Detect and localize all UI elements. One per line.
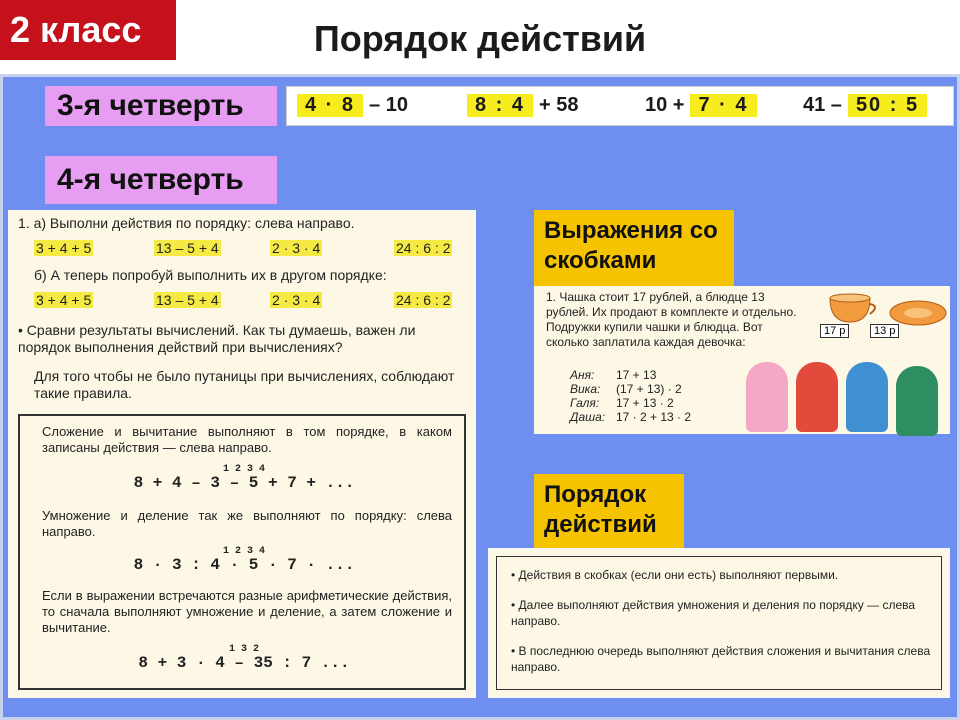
row2-expr-1: 3 + 4 + 5: [36, 292, 92, 308]
cup-price-tag: 17 р: [820, 324, 849, 338]
order-rule-3: • В последнюю очередь выполняют действия сложения и вычитания слева направо.: [511, 644, 931, 674]
rule-2-indices: 1 2 3 4: [222, 546, 265, 557]
task-b: б) А теперь попробуй выполнить их в другом порядке:: [34, 267, 387, 283]
row1-expr-3: 2 · 3 · 4: [272, 240, 321, 256]
rule-1: Сложение и вычитание выполняют в том порядке, в каком записаны действия — слева направо.: [42, 424, 452, 455]
list-item: Галя: 17 + 13 · 2: [570, 396, 674, 410]
rule-2-example: 8 · 3 : 4 · 5 · 7 · ...: [133, 556, 355, 574]
order-rule-2: • Далее выполняют действия умножения и деления по порядку — слева направо.: [511, 598, 916, 628]
rule-2: Умножение и деление так же выполняют по порядку: слева направо.: [42, 508, 452, 539]
order-rule-1: • Действия в скобках (если они есть) выполняют первыми.: [511, 568, 839, 582]
list-item: Даша: 17 · 2 + 13 · 2: [570, 410, 692, 424]
expression-strip: [286, 86, 954, 126]
row1-expr-2: 13 – 5 + 4: [156, 240, 219, 256]
saucer-price-tag: 13 р: [870, 324, 899, 338]
row2-expr-3: 2 · 3 · 4: [272, 292, 321, 308]
brackets-tag: Выражения со скобками: [534, 210, 734, 286]
rule-1-example: 8 + 4 – 3 – 5 + 7 + ...: [133, 474, 355, 492]
list-item: Аня: 17 + 13: [570, 368, 657, 382]
rules-intro: Для того чтобы не было путаницы при вычислениях, соблюдают такие правила.: [34, 368, 455, 401]
expression-3: 10 + 7 · 4: [645, 94, 757, 117]
textbook-page-right: [534, 286, 950, 434]
order-tag: Порядок действий: [534, 474, 684, 550]
rule-3: Если в выражении встречаются разные арифметические действия, то сначала выполняют умножение и деление, а затем сложение и вычитание.: [42, 588, 452, 635]
list-item: Вика: (17 + 13) · 2: [570, 382, 682, 396]
row2-expr-2: 13 – 5 + 4: [156, 292, 219, 308]
order-rules-box: [488, 548, 950, 698]
girl-4-image: [896, 366, 938, 436]
rule-1-indices: 1 2 3 4: [222, 464, 265, 475]
girl-2-image: [796, 362, 838, 432]
cup-icon: [824, 292, 884, 326]
row1-expr-4: 24 : 6 : 2: [396, 240, 451, 256]
textbook-page-left: [8, 210, 476, 698]
girls-expressions: [570, 368, 691, 424]
cup-task-text: 1. Чашка стоит 17 рублей, а блюдце 13 рублей. Их продают в комплекте и отдельно. Подружки купили чашки и блюдца. Вот сколько заплатила каждая девочка:: [546, 290, 797, 349]
fourth-quarter-label: 4-я четверть: [45, 156, 277, 204]
rule-3-indices: 1 3 2: [228, 644, 259, 655]
row2-expr-4: 24 : 6 : 2: [396, 292, 451, 308]
girl-3-image: [846, 362, 888, 432]
grade-badge: 2 класс: [0, 0, 176, 60]
rule-3-example: 8 + 3 · 4 – 35 : 7 ...: [138, 654, 350, 672]
task-a: 1. а) Выполни действия по порядку: слева направо.: [18, 215, 355, 231]
rules-box: [18, 414, 466, 690]
compare-question: • Сравни результаты вычислений. Как ты думаешь, важен ли порядок выполнения действий при вычислениях?: [18, 322, 416, 355]
girl-1-image: [746, 362, 788, 432]
page-title: Порядок действий: [313, 18, 647, 59]
expression-1: 4 · 8 – 10: [297, 94, 408, 117]
row1-expr-1: 3 + 4 + 5: [36, 240, 92, 256]
expression-2: 8 : 4 + 58: [467, 94, 579, 117]
expression-4: 41 – 50 : 5: [803, 94, 927, 117]
third-quarter-label: 3-я четверть: [45, 86, 277, 126]
